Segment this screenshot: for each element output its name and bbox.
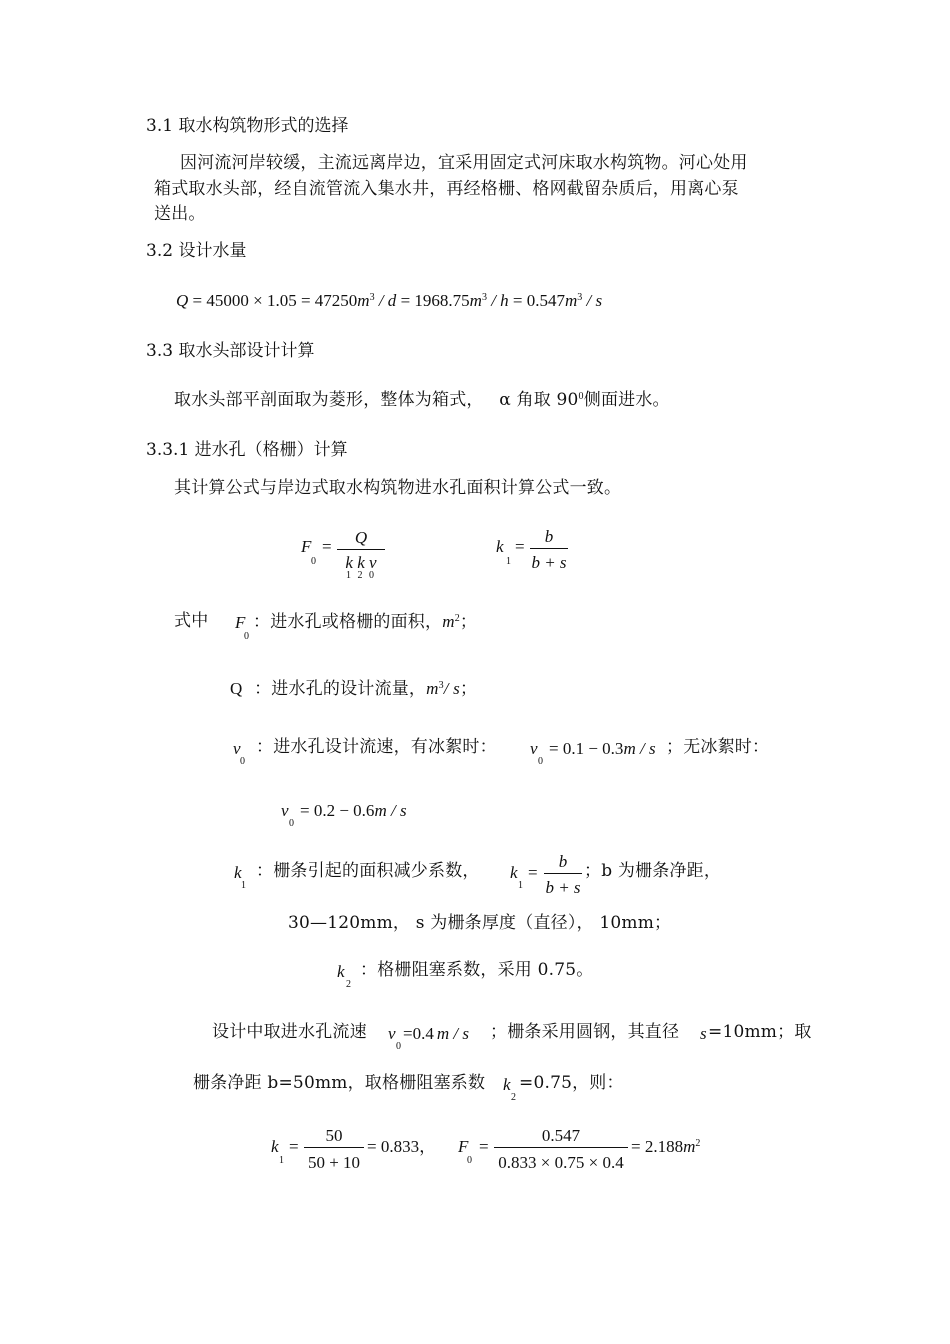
eq-expr-3: = 0.547 <box>512 291 566 310</box>
def-k1-formula-k: k <box>510 863 518 882</box>
formula-k-sub: 1 <box>506 556 511 567</box>
section-3-3-heading: 3.3 取水头部设计计算 <box>146 341 315 361</box>
result-k-value: = 0.833， <box>367 1137 437 1156</box>
def-v-text: ：进水孔设计流速，有冰絮时： <box>256 737 497 757</box>
def-v-noice-value <box>300 802 407 819</box>
result-k-fraction-bar <box>304 1147 364 1148</box>
section-3-2-heading: 3.2 设计水量 <box>146 241 247 261</box>
def-v-ice-value <box>549 740 656 757</box>
def-k1-formula-den: b + s <box>545 878 581 897</box>
result-f-sub: 0 <box>467 1155 472 1166</box>
def-v-ice-val: = 0.1 − 0.3 <box>549 739 624 758</box>
eq-lhs-q: Q <box>176 291 189 310</box>
eq-unit-3-sup: 3 <box>577 292 583 303</box>
design-v-symbol: v <box>388 1024 396 1043</box>
result-k-symbol: k <box>271 1137 279 1156</box>
def-v-symbol: v <box>233 739 241 758</box>
defs-lead: 式中 <box>174 611 209 631</box>
formula-f-fraction-bar <box>337 549 385 550</box>
result-f-unit-sup: 2 <box>695 1138 701 1149</box>
def-v-sub: 0 <box>240 756 245 767</box>
def-k1-symbol: k <box>234 863 242 882</box>
formula-f-denominator: k k v <box>345 553 377 572</box>
formula-k-eq: = <box>515 537 525 556</box>
section-3-3-text-a: 取水头部平剖面取为菱形，整体为箱式， <box>174 390 484 410</box>
def-f-sub: 0 <box>244 631 249 642</box>
result-f-denominator: 0.833 × 0.75 × 0.4 <box>498 1153 624 1172</box>
formula-f-sub: 0 <box>311 556 316 567</box>
design-s-symbol: s <box>700 1024 707 1043</box>
result-f-fraction-bar <box>494 1147 628 1148</box>
def-k1-formula-eq: = <box>528 863 538 882</box>
section-3-3-text-c: 侧面进水。 <box>583 390 670 410</box>
def-f-symbol: F <box>235 613 246 632</box>
section-3-3-1-line-1: 其计算公式与岸边式取水构筑物进水孔面积计算公式一致。 <box>174 478 622 498</box>
eq-expr-2: = 1968.75 <box>400 291 470 310</box>
formula-k-symbol: k <box>496 537 504 556</box>
def-f-unit: m <box>442 612 455 631</box>
design-v-sub: 0 <box>396 1041 401 1052</box>
def-q-unit-sup: 3 <box>438 680 444 691</box>
def-k2-text: ：格栅阻塞系数，采用 0.75。 <box>360 960 594 980</box>
def-k1-formula-bar <box>544 873 582 874</box>
formula-f-eq: = <box>322 537 332 556</box>
result-f-unit: m <box>683 1137 696 1156</box>
result-k-denominator: 50 + 10 <box>307 1153 361 1172</box>
formula-k-denominator: b + s <box>531 553 567 572</box>
eq-unit-2-sup: 3 <box>481 292 487 303</box>
design-text-2a: 栅条净距 b=50mm，取格栅阻塞系数 <box>193 1073 486 1093</box>
design-v-unit: m / s <box>436 1024 469 1043</box>
def-v-noice-sub: 0 <box>289 818 294 829</box>
eq-unit-2: m <box>469 291 482 310</box>
def-q-end: ； <box>459 679 478 699</box>
def-q-unit-rest: / s <box>443 679 460 698</box>
def-k1-line-2: 30—120mm， s 为栅条厚度（直径）， 10mm； <box>288 913 672 933</box>
def-k2-symbol: k <box>337 962 345 981</box>
def-k1-formula-num: b <box>558 852 568 871</box>
formula-k-numerator: b <box>544 527 554 546</box>
def-f-unit-sup: 2 <box>454 613 460 624</box>
def-f-end: ； <box>459 612 478 632</box>
section-3-1-line-3: 送出。 <box>154 204 206 224</box>
design-k2-symbol: k <box>503 1075 511 1094</box>
result-k-eq: = <box>289 1137 299 1156</box>
design-flow-equation <box>176 292 602 309</box>
result-f-eq: = <box>479 1137 489 1156</box>
result-k-sub: 1 <box>279 1155 284 1166</box>
def-v-noice-text: ；无冰絮时： <box>666 737 770 757</box>
def-v-noice-symbol: v <box>281 801 289 820</box>
design-text-1c: =10mm；取 <box>708 1022 812 1042</box>
section-3-3-alpha-angle: α 角取 90 <box>499 390 579 410</box>
def-q-line <box>230 680 477 698</box>
eq-unit-2-rest: / h <box>491 291 509 310</box>
design-k2-sub: 2 <box>511 1092 516 1103</box>
def-q-symbol: Q <box>230 679 243 698</box>
eq-expr-1: = 45000 × 1.05 = 47250 <box>192 291 358 310</box>
eq-unit-3: m <box>565 291 578 310</box>
design-text-1b: ；栅条采用圆钢，其直径 <box>490 1022 680 1042</box>
formula-k-fraction-bar <box>530 548 568 549</box>
def-k2-sub: 2 <box>346 979 351 990</box>
def-v-noice-unit: m / s <box>374 801 407 820</box>
def-f-text: ：进水孔或格栅的面积， <box>253 612 443 632</box>
formula-f-denominator-subs: 1 2 0 <box>346 570 376 581</box>
eq-unit-1-rest: / d <box>378 291 397 310</box>
design-text-1a: 设计中取进水孔流速 <box>212 1022 367 1042</box>
formula-f-symbol: F <box>301 537 312 556</box>
eq-unit-1-sup: 3 <box>369 292 375 303</box>
def-v-ice-sub: 0 <box>538 756 543 767</box>
design-v-val: =0.4 <box>403 1024 434 1043</box>
def-k1-tail: ；b 为栅条净距， <box>584 861 722 881</box>
def-v-noice-val: = 0.2 − 0.6 <box>300 801 375 820</box>
result-f-value <box>631 1138 700 1155</box>
def-k1-text: ：栅条引起的面积减少系数， <box>256 861 480 881</box>
result-k-numerator: 50 <box>325 1126 343 1145</box>
result-f-symbol: F <box>458 1137 469 1156</box>
section-3-3-1-heading: 3.3.1 进水孔（格栅）计算 <box>146 440 348 460</box>
result-f-val: = 2.188 <box>631 1137 684 1156</box>
def-q-unit: m <box>426 679 439 698</box>
def-v-ice-symbol: v <box>530 739 538 758</box>
section-3-1-line-2: 箱式取水头部，经自流管流入集水井，再经格栅、格网截留杂质后，用离心泵 <box>154 179 739 199</box>
def-q-text: ：进水孔的设计流量， <box>254 679 427 699</box>
result-f-numerator: 0.547 <box>541 1126 581 1145</box>
section-3-3-line-1 <box>174 392 670 409</box>
def-k1-sub: 1 <box>241 880 246 891</box>
formula-f-numerator: Q <box>354 528 368 547</box>
section-3-1-line-1: 因河流河岸较缓，主流远离岸边，宜采用固定式河床取水构筑物。河心处用 <box>180 153 748 173</box>
section-3-1-heading: 3.1 取水构筑物形式的选择 <box>146 116 349 136</box>
design-text-2b: =0.75，则： <box>519 1073 624 1093</box>
section-3-3-degree-sup: 0 <box>578 391 584 402</box>
def-f-line <box>253 613 477 631</box>
design-v-value <box>403 1025 469 1042</box>
eq-unit-3-rest: / s <box>586 291 603 310</box>
def-v-ice-unit: m / s <box>623 739 656 758</box>
eq-unit-1: m <box>357 291 370 310</box>
def-k1-formula-sub: 1 <box>518 880 523 891</box>
